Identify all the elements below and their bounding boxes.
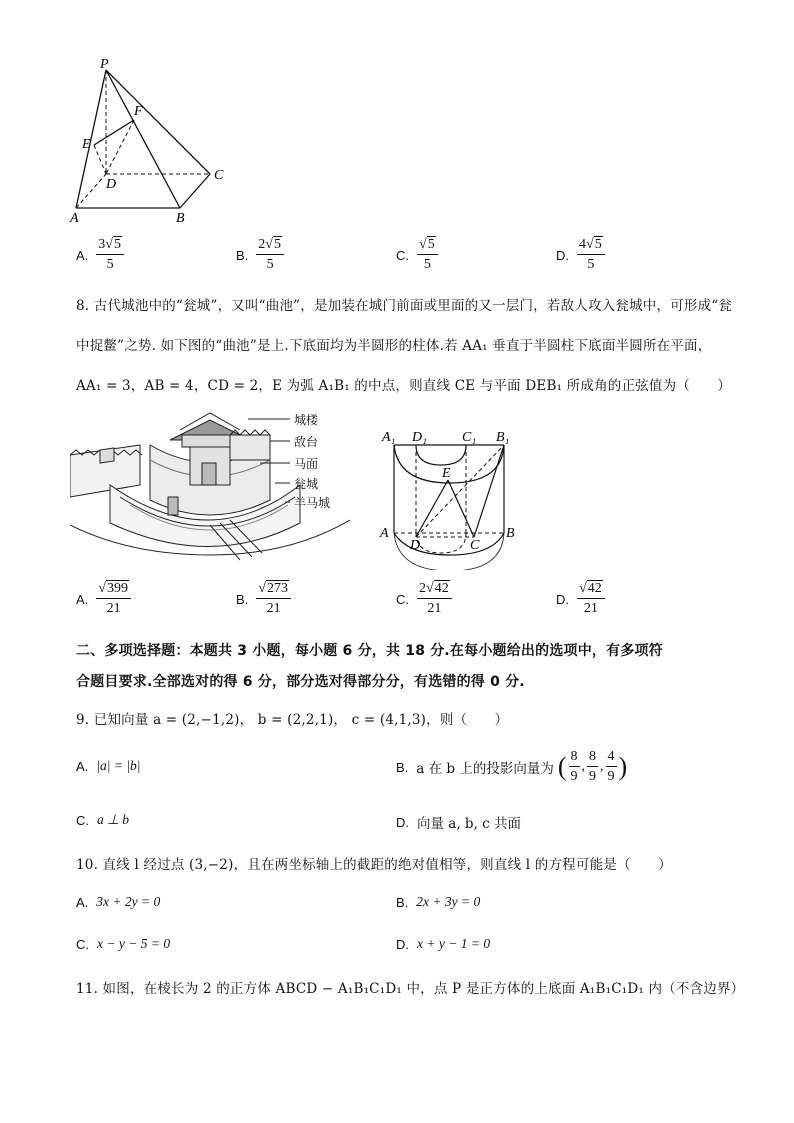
label-C1: C₁ bbox=[462, 430, 477, 445]
option-label: D. bbox=[396, 814, 409, 830]
section2-line2: 合题目要求.全部选对的得 6 分，部分选对得部分分，有选错的得 0 分. bbox=[76, 674, 525, 690]
sqrt: √5 bbox=[419, 237, 435, 252]
q8-stem-line1: 8. 古代城池中的“瓮城”，又叫“曲池”，是加装在城门前面或里面的又一层门，若敌人攻入瓮城中，可形成“瓮 bbox=[76, 298, 733, 314]
numerator bbox=[417, 582, 452, 599]
option-label: D. bbox=[556, 591, 569, 607]
castle-label-yangmacheng: 羊马城 bbox=[294, 496, 331, 510]
coefficient: 4 bbox=[579, 237, 586, 252]
label-D1: D₁ bbox=[412, 430, 427, 445]
label-B1: B₁ bbox=[496, 430, 510, 445]
denominator: 21 bbox=[106, 601, 121, 616]
comma: , bbox=[581, 759, 586, 774]
option-d[interactable] bbox=[556, 238, 605, 272]
option-c[interactable] bbox=[396, 582, 452, 616]
fraction bbox=[417, 582, 452, 616]
q10-option-c[interactable] bbox=[76, 936, 170, 952]
option-b[interactable] bbox=[236, 238, 284, 272]
q10-stem: 10. 直线 l 经过点 (3,−2)，且在两坐标轴上的截距的绝对值相等，则直线 l 的方程可能是（ ） bbox=[76, 857, 672, 873]
label-D: D bbox=[410, 538, 421, 553]
castle-label-wengcheng: 瓮城 bbox=[294, 477, 319, 491]
option-a[interactable] bbox=[76, 238, 124, 272]
denominator: 5 bbox=[266, 257, 274, 272]
fraction bbox=[417, 238, 438, 272]
q10-option-b[interactable] bbox=[396, 894, 480, 910]
vector-component bbox=[587, 750, 598, 784]
q9-option-b[interactable] bbox=[396, 750, 627, 784]
option-label: C. bbox=[76, 936, 89, 952]
option-text: x − y − 5 = 0 bbox=[97, 936, 171, 951]
numerator bbox=[577, 238, 605, 255]
right-paren: ) bbox=[618, 752, 628, 781]
left-paren: ( bbox=[557, 752, 567, 781]
projection-vector bbox=[558, 750, 627, 784]
q10-option-d[interactable] bbox=[396, 936, 490, 952]
q9-option-d[interactable] bbox=[396, 812, 521, 832]
sqrt: √42 bbox=[579, 581, 602, 596]
fraction bbox=[256, 238, 284, 272]
option-text: 2x + 3y = 0 bbox=[416, 894, 481, 909]
radicand: 5 bbox=[427, 237, 435, 252]
option-label: B. bbox=[236, 591, 249, 607]
coefficient: 3 bbox=[98, 237, 106, 252]
vector-component bbox=[569, 750, 580, 784]
option-b[interactable] bbox=[236, 582, 291, 616]
radicand: 273 bbox=[266, 581, 288, 596]
option-text: a 在 b 上的投影向量为 bbox=[416, 761, 554, 777]
option-label: A. bbox=[76, 247, 89, 263]
castle-label-chenglou: 城楼 bbox=[294, 413, 319, 427]
label-E: E bbox=[82, 137, 91, 152]
option-label: B. bbox=[236, 247, 249, 263]
option-label: D. bbox=[556, 247, 569, 263]
sqrt: √42 bbox=[426, 581, 449, 596]
label-C: C bbox=[214, 168, 224, 183]
option-text: |a| = |b| bbox=[96, 758, 141, 773]
denominator: 21 bbox=[427, 601, 442, 616]
numerator: 8 bbox=[569, 750, 580, 767]
label-A: A bbox=[70, 211, 79, 226]
pyramid-figure bbox=[60, 58, 240, 228]
denominator: 9 bbox=[607, 769, 615, 784]
label-E: E bbox=[442, 466, 451, 481]
numerator bbox=[256, 582, 291, 599]
q9-option-a[interactable] bbox=[76, 758, 141, 774]
sqrt: √399 bbox=[98, 581, 128, 596]
sqrt: √5 bbox=[586, 237, 602, 252]
option-text: 向量 a, b, c 共面 bbox=[417, 816, 521, 832]
denominator: 21 bbox=[266, 601, 281, 616]
option-text: a ⊥ b bbox=[97, 812, 130, 827]
label-A1: A₁ bbox=[382, 430, 396, 445]
denominator: 9 bbox=[589, 769, 597, 784]
label-D: D bbox=[106, 177, 117, 192]
coefficient: 2 bbox=[258, 237, 266, 252]
vector-component bbox=[606, 750, 617, 784]
castle-label-mamian: 马面 bbox=[294, 457, 319, 471]
q11-stem: 11. 如图，在棱长为 2 的正方体 ABCD − A₁B₁C₁D₁ 中，点 P 是正方体的上底面 A₁B₁C₁D₁ 内（不含边界） bbox=[76, 981, 745, 997]
sqrt: √5 bbox=[265, 237, 281, 252]
label-F: F bbox=[134, 104, 143, 119]
sqrt: √5 bbox=[105, 237, 121, 252]
fraction bbox=[577, 238, 605, 272]
fraction bbox=[256, 582, 291, 616]
option-label: A. bbox=[76, 894, 89, 910]
label-A: A bbox=[380, 526, 389, 541]
denominator: 5 bbox=[106, 257, 114, 272]
castle-label-ditai: 敌台 bbox=[294, 435, 319, 449]
label-P: P bbox=[100, 58, 109, 72]
radicand: 5 bbox=[113, 237, 121, 252]
label-B: B bbox=[176, 211, 185, 226]
comma: , bbox=[600, 759, 604, 774]
q9-option-c[interactable] bbox=[76, 812, 129, 828]
numerator: 8 bbox=[587, 750, 598, 767]
option-label: B. bbox=[396, 894, 409, 910]
option-text: 3x + 2y = 0 bbox=[96, 894, 161, 909]
numerator bbox=[96, 238, 124, 255]
coefficient: 2 bbox=[419, 581, 426, 596]
option-a[interactable] bbox=[76, 582, 131, 616]
q8-stem-line3: AA₁ = 3，AB = 4，CD = 2，E 为弧 A₁B₁ 的中点，则直线 CE 与平面 DEB₁ 所成角的正弦值为（ ） bbox=[76, 378, 732, 394]
numerator bbox=[256, 238, 284, 255]
numerator: 4 bbox=[606, 750, 617, 767]
option-c[interactable] bbox=[396, 238, 438, 272]
radicand: 5 bbox=[594, 237, 602, 252]
radicand: 42 bbox=[587, 581, 602, 596]
label-B: B bbox=[506, 526, 515, 541]
option-text: x + y − 1 = 0 bbox=[417, 936, 491, 951]
numerator bbox=[96, 582, 131, 599]
sqrt: √273 bbox=[258, 581, 288, 596]
option-d[interactable] bbox=[556, 582, 605, 616]
denominator: 5 bbox=[587, 257, 595, 272]
option-label: A. bbox=[76, 758, 89, 774]
q9-stem: 9. 已知向量 a = (2,−1,2)， b = (2,2,1)， c = (4,1,3)，则（ ） bbox=[76, 712, 509, 728]
radicand: 399 bbox=[106, 581, 128, 596]
label-C: C bbox=[470, 538, 480, 553]
q10-option-a[interactable] bbox=[76, 894, 160, 910]
option-label: C. bbox=[76, 812, 89, 828]
section2-line1: 二、多项选择题：本题共 3 小题，每小题 6 分，共 18 分.在每小题给出的选项中，有多项符 bbox=[76, 643, 663, 659]
denominator: 5 bbox=[423, 257, 431, 272]
radicand: 5 bbox=[273, 237, 281, 252]
half-cylinder-figure bbox=[378, 425, 528, 570]
option-label: D. bbox=[396, 936, 409, 952]
option-label: C. bbox=[396, 591, 409, 607]
fraction bbox=[577, 582, 605, 616]
fraction bbox=[96, 582, 131, 616]
option-label: C. bbox=[396, 247, 409, 263]
option-label: A. bbox=[76, 591, 89, 607]
fraction bbox=[96, 238, 124, 272]
numerator bbox=[577, 582, 605, 599]
radicand: 42 bbox=[434, 581, 449, 596]
denominator: 21 bbox=[583, 601, 598, 616]
denominator: 9 bbox=[570, 769, 578, 784]
q8-stem-line2: 中捉鳖”之势. 如下图的“曲池”是上.下底面均为半圆形的柱体.若 AA₁ 垂直于半圆柱下底面半圆所在平面， bbox=[76, 338, 712, 354]
numerator bbox=[417, 238, 438, 255]
option-label: B. bbox=[396, 759, 409, 775]
